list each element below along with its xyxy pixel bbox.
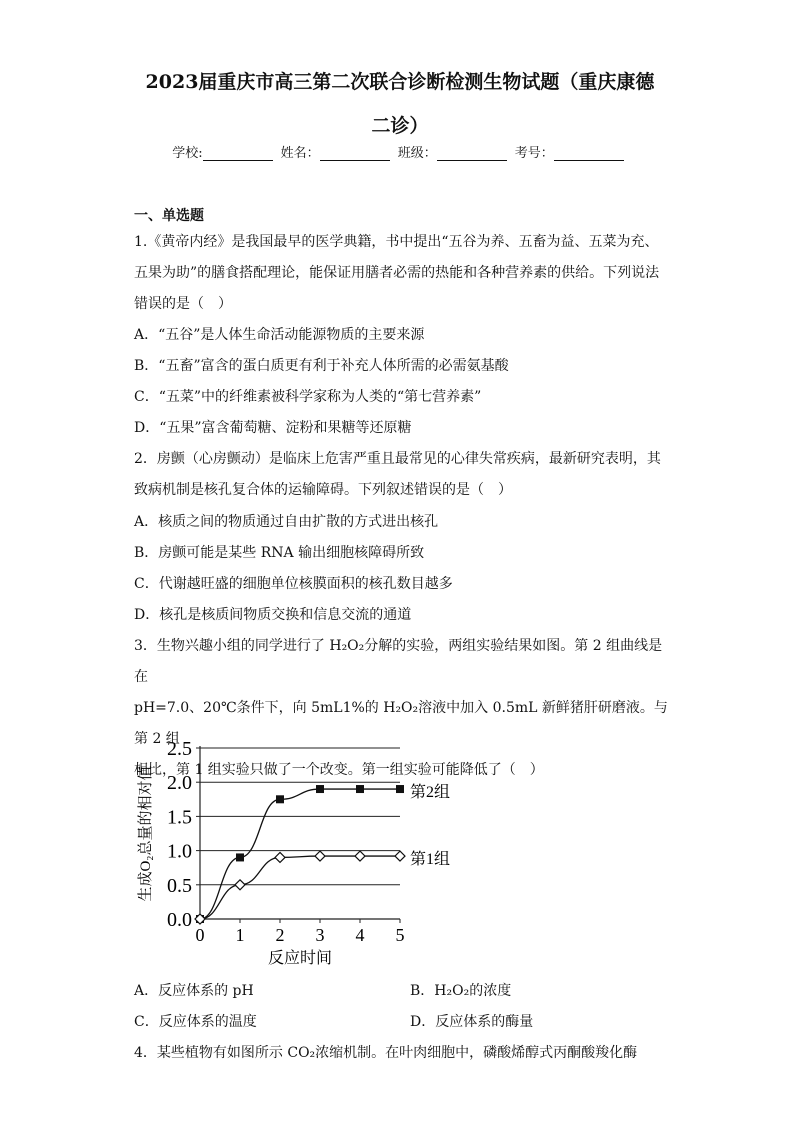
question-3-option-a[interactable]: A．反应体系的 pH xyxy=(134,983,254,999)
school-field[interactable]: 学校: xyxy=(172,142,276,161)
student-info xyxy=(160,142,640,161)
x-tick-label: 3 xyxy=(315,925,325,945)
y-tick-label: 2.0 xyxy=(167,772,192,795)
y-tick-label: 2.5 xyxy=(167,738,192,760)
series-label: 第2组 xyxy=(410,784,451,802)
paper-title xyxy=(120,60,680,148)
data-point xyxy=(316,785,324,793)
title-line-1: 2023届重庆市高三第二次联合诊断检测生物试题（重庆康德 xyxy=(145,71,655,93)
data-point xyxy=(395,851,405,861)
question-1-options xyxy=(134,320,674,444)
option-b[interactable]: B．房颤可能是某些 RNA 输出细胞核障碍所致 xyxy=(134,545,425,561)
question-3-option-b[interactable]: B．H₂O₂的浓度 xyxy=(410,983,512,999)
question-3-option-d[interactable]: D．反应体系的酶量 xyxy=(410,1014,534,1030)
option-c[interactable]: C．“五菜”中的纤维素被科学家称为人类的“第七营养素” xyxy=(134,389,482,405)
series-line xyxy=(200,789,400,919)
series-label: 第1组 xyxy=(410,851,451,869)
title-line-2: 二诊） xyxy=(371,115,429,137)
option-c[interactable]: C．代谢越旺盛的细胞单位核膜面积的核孔数目越多 xyxy=(134,576,453,592)
chart-svg xyxy=(128,736,458,971)
question-3-stem: 3．生物兴趣小组的同学进行了 H₂O₂分解的实验，两组实验结果如图。第 2 组曲线是在 pH=7.0、20℃条件下，向 5mL1%的 H₂O₂溶液中加入 0.5mL 新鲜猪肝研磨液。与第 2 组 相比，第 1 组实验只做了一个改变。第一组实验可能降低了（ ） xyxy=(134,638,668,778)
data-point xyxy=(315,851,325,861)
data-point xyxy=(275,852,285,862)
data-point xyxy=(355,851,365,861)
y-axis-label: 生成O₂总量的相对值 xyxy=(138,765,154,902)
option-d[interactable]: D．“五果”富含葡萄糖、淀粉和果糖等还原糖 xyxy=(134,420,412,436)
x-tick-label: 1 xyxy=(235,925,245,945)
section-heading: 一、单选题 xyxy=(134,208,204,224)
y-tick-label: 0.0 xyxy=(167,909,192,931)
x-tick-label: 0 xyxy=(195,925,205,945)
question-2-stem: 2．房颤（心房颤动）是临床上危害严重且最常见的心律失常疾病，最新研究表明，其 致病机制是核孔复合体的运输障碍。下列叙述错误的是（ ） xyxy=(134,451,661,498)
option-b[interactable]: B．“五畜”富含的蛋白质更有利于补充人体所需的必需氨基酸 xyxy=(134,358,509,374)
data-point xyxy=(236,853,244,861)
y-tick-label: 0.5 xyxy=(167,874,192,897)
name-field[interactable]: 姓名： xyxy=(281,142,394,161)
y-tick-label: 1.0 xyxy=(167,840,192,863)
x-tick-label: 2 xyxy=(275,925,285,945)
class-field[interactable]: 班级： xyxy=(398,142,511,161)
question-3-option-c[interactable]: C．反应体系的温度 xyxy=(134,1014,257,1030)
question-2-options xyxy=(134,507,674,631)
x-tick-label: 4 xyxy=(355,925,365,945)
option-d[interactable]: D．核孔是核质间物质交换和信息交流的通道 xyxy=(134,607,412,623)
y-tick-label: 1.5 xyxy=(167,806,192,829)
question-1-stem: 1.《黄帝内经》是我国最早的医学典籍，书中提出“五谷为养、五畜为益、五菜为充、 五果为助”的膳食搭配理论，能保证用膳者必需的热能和各种营养素的供给。下列说法 错误的是（ ） xyxy=(134,234,660,312)
exam-number-field[interactable]: 考号： xyxy=(515,142,628,161)
question-4-stem: 4．某些植物有如图所示 CO₂浓缩机制。在叶肉细胞中，磷酸烯醇式丙酮酸羧化酶 xyxy=(134,1045,638,1061)
data-point xyxy=(276,795,284,803)
option-a[interactable]: A．核质之间的物质通过自由扩散的方式进出核孔 xyxy=(134,514,439,530)
h2o2-decomposition-chart xyxy=(128,736,458,971)
data-point xyxy=(235,880,245,890)
x-tick-label: 5 xyxy=(395,925,405,945)
data-point xyxy=(396,785,404,793)
data-point xyxy=(356,785,364,793)
option-a[interactable]: A．“五谷”是人体生命活动能源物质的主要来源 xyxy=(134,327,425,343)
series-line xyxy=(200,856,400,919)
x-axis-label: 反应时间 xyxy=(267,950,333,967)
